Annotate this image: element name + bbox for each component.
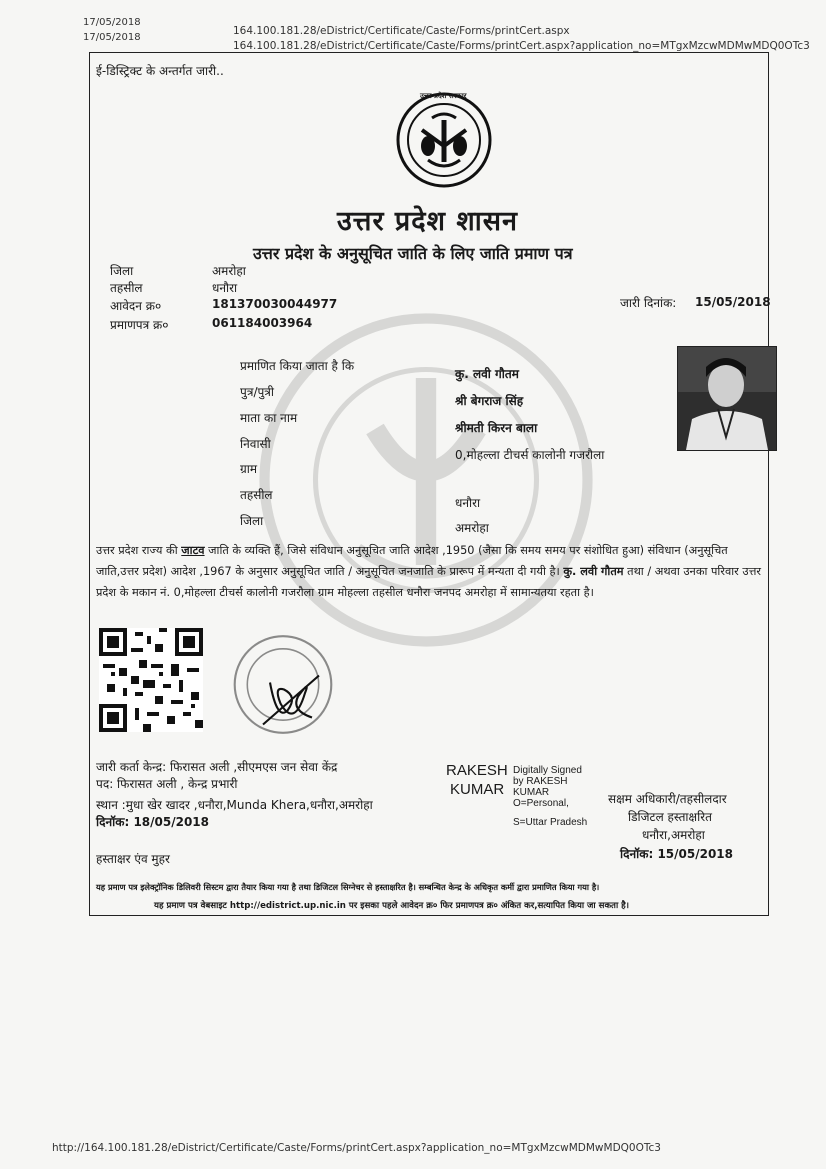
person-value-tehsil: धनौरा bbox=[455, 496, 481, 510]
detail-value-certificate: 061184003964 bbox=[212, 316, 313, 330]
digital-sig-detail-1: Digitally Signed bbox=[513, 765, 582, 776]
person-value-mother: श्रीमती किरन बाला bbox=[455, 421, 538, 435]
issue-date-value: 15/05/2018 bbox=[695, 295, 771, 309]
print-url-1: 164.100.181.28/eDistrict/Certificate/Caste/Forms/printCert.aspx bbox=[233, 25, 570, 37]
detail-value-application: 181370030044977 bbox=[212, 297, 338, 311]
detail-label-tehsil: तहसील bbox=[110, 281, 143, 295]
signature-icon bbox=[256, 660, 326, 740]
person-label-certify: प्रमाणित किया जाता है कि bbox=[240, 359, 355, 373]
up-emblem-icon bbox=[392, 90, 496, 190]
para-part-3: तथा / अथवा उनका परिवार उत्तर प्रदेश के मकान नं. 0,मोहल्ला टीचर्स कालोनी गजरौला ग्राम मोहल्ला तहसील धनौरा जनपद अमरोहा में सामान्यतया रहता है। bbox=[96, 565, 762, 599]
person-label-district: जिला bbox=[240, 514, 264, 528]
para-part-1: उत्तर प्रदेश राज्य की bbox=[96, 544, 182, 557]
footer-note-2: यह प्रमाण पत्र वेबसाइट http://edistrict.up.nic.in पर इसका पहले आवेदन क्र० फिर प्रमाणपत्र क्र० अंकित कर,सत्यापित किया जा सकता है। bbox=[154, 901, 629, 911]
authority-line-4: दिनॉक: 15/05/2018 bbox=[620, 847, 734, 861]
footer-note-1: यह प्रमाण पत्र इलेक्ट्रॉनिक डिलिवरी सिस्टम द्वारा तैयार किया गया है तथा डिजिटल सिग्नेचर से हस्ताक्षरित है। सम्बन्धित केन्द्र के अधिकृत कर्मी द्वारा प्रमाणित किया गया है। bbox=[96, 882, 600, 892]
detail-value-district: अमरोहा bbox=[212, 264, 246, 278]
certificate-subtitle: उत्तर प्रदेश के अनुसूचित जाति के लिए जाति प्रमाण पत्र bbox=[253, 244, 573, 263]
page-title: उत्तर प्रदेश शासन bbox=[337, 206, 518, 237]
issuer-place: स्थान :मुधा खेर खादर ,धनौरा,Munda Khera,धनौरा,अमरोहा bbox=[96, 798, 373, 812]
applicant-photo bbox=[677, 346, 777, 451]
detail-value-tehsil: धनौरा bbox=[212, 281, 238, 295]
person-value-resident: 0,मोहल्ला टीचर्स कालोनी गजरौला bbox=[455, 448, 605, 462]
issuer-center: जारी कर्ता केन्द्र: फिरासत अली ,सीएमएस जन सेवा केंद्र bbox=[96, 760, 338, 774]
issuer-date: दिनॉक: 18/05/2018 bbox=[96, 815, 210, 829]
person-label-mother: माता का नाम bbox=[240, 411, 298, 425]
person-value-name: कु. लवी गौतम bbox=[455, 367, 519, 381]
authority-line-1: सक्षम अधिकारी/तहसीलदार bbox=[608, 792, 727, 806]
digital-sig-detail-5: S=Uttar Pradesh bbox=[513, 817, 588, 828]
digital-sig-detail-2: by RAKESH bbox=[513, 776, 568, 787]
emblem-text: उत्तर प्रदेश सरकार bbox=[420, 92, 467, 100]
print-url-2: 164.100.181.28/eDistrict/Certificate/Caste/Forms/printCert.aspx?application_no=MTgxMzcwMDMwMDQ0OTc3 bbox=[233, 40, 810, 52]
digital-sig-name-1: RAKESH bbox=[446, 762, 508, 779]
issue-date-label: जारी दिनांक: bbox=[620, 296, 677, 310]
digital-sig-detail-4: O=Personal, bbox=[513, 798, 569, 809]
person-value-parent: श्री बेगराज सिंह bbox=[455, 394, 524, 408]
authority-line-2: डिजिटल हस्ताक्षरित bbox=[628, 810, 712, 824]
print-date-1: 17/05/2018 bbox=[83, 17, 141, 28]
person-label-tehsil: तहसील bbox=[240, 488, 273, 502]
person-label-resident: निवासी bbox=[240, 437, 271, 451]
digital-sig-name-2: KUMAR bbox=[450, 781, 505, 798]
para-caste: जाटव bbox=[181, 544, 205, 557]
person-label-village: ग्राम bbox=[240, 462, 258, 476]
detail-label-district: जिला bbox=[110, 264, 134, 278]
print-url-bottom: http://164.100.181.28/eDistrict/Certificate/Caste/Forms/printCert.aspx?application_no=MTgxMzcwMDMwMDQ0OTc3 bbox=[52, 1142, 661, 1154]
edistrict-note: ई-डिस्ट्रिक्ट के अन्तर्गत जारी.. bbox=[96, 64, 224, 78]
person-label-parent: पुत्र/पुत्री bbox=[240, 385, 275, 399]
certificate-paragraph bbox=[96, 540, 766, 603]
qr-code-icon bbox=[99, 628, 203, 732]
digital-sig-detail-3: KUMAR bbox=[513, 787, 550, 798]
detail-label-certificate: प्रमाणपत्र क्र० bbox=[110, 318, 169, 332]
person-value-district: अमरोहा bbox=[455, 521, 489, 535]
authority-line-3: धनौरा,अमरोहा bbox=[642, 828, 705, 842]
sign-and-seal: हस्ताक्षर एंव मुहर bbox=[96, 852, 170, 866]
detail-label-application: आवेदन क्र० bbox=[110, 299, 162, 313]
issuer-post: पद: फिरासत अली , केन्द्र प्रभारी bbox=[96, 777, 238, 791]
para-part-2: जाति के व्यक्ति हैं, जिसे संविधान अनुसूचित जाति आदेश ,1950 (जैसा कि समय समय पर संशोधित हुआ) संविधान (अनुसूचित जाति,उत्तर प्रदेश) आदेश ,1967 के अनुसार अनुसूचित जाति / अनुसूचित जनजाति के प्रारूप में मन्यता दी गयी है। bbox=[96, 544, 728, 578]
para-name: कु. लवी गौतम bbox=[563, 565, 624, 578]
print-date-2: 17/05/2018 bbox=[83, 32, 141, 43]
